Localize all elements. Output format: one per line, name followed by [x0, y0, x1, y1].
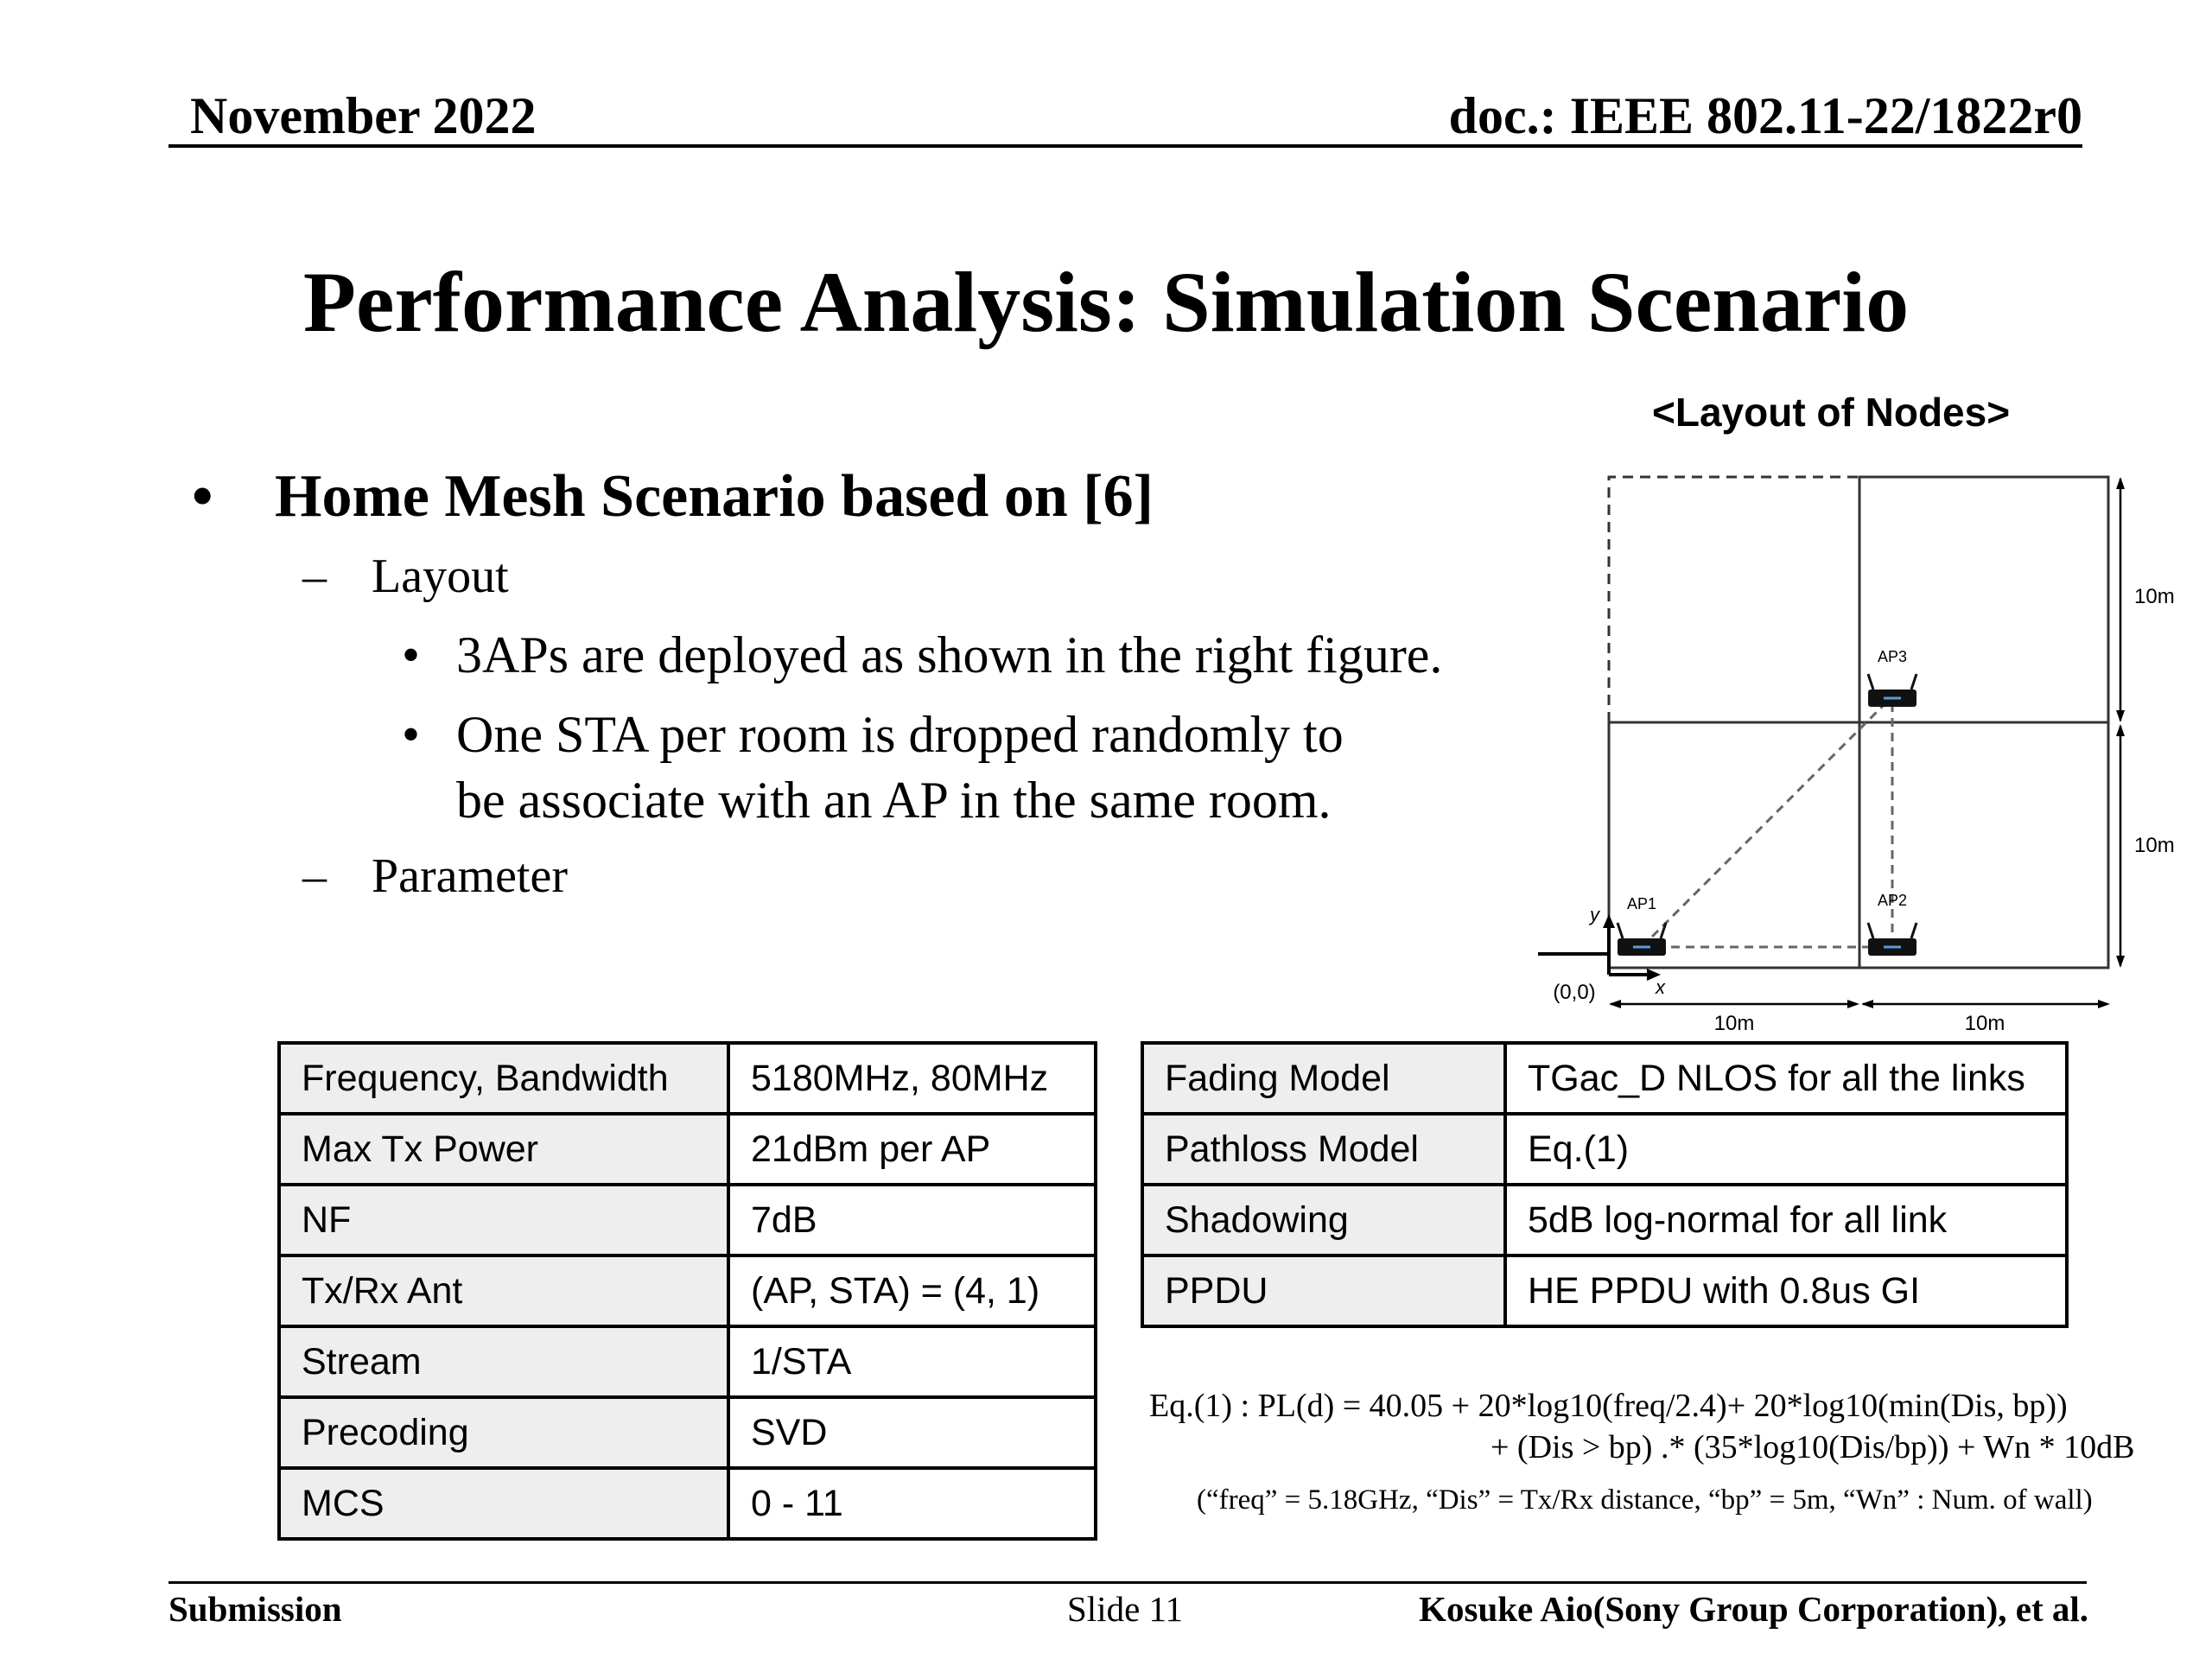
equation-line-2: + (Dis > bp) .* (35*log10(Dis/bp)) + Wn * 10dB: [1491, 1429, 2135, 1465]
param-value: (AP, STA) = (4, 1): [728, 1255, 1096, 1326]
ap3-label: AP3: [1877, 648, 1908, 665]
table-row: [279, 1326, 1096, 1397]
param-key: PPDU: [1142, 1255, 1505, 1326]
header-doc-id: doc.: IEEE 802.11-22/1822r0: [1448, 87, 2082, 144]
header-date: November 2022: [190, 87, 537, 144]
bullet-parameter-label: Parameter: [372, 849, 568, 903]
param-value: 5dB log-normal for all link: [1505, 1185, 2067, 1255]
ap3-router-icon: [1868, 674, 1916, 707]
dash-layout-marker: –: [302, 550, 327, 603]
origin-label: (0,0): [1553, 981, 1596, 1004]
param-key: Frequency, Bandwidth: [279, 1043, 728, 1114]
param-key: NF: [279, 1185, 728, 1255]
room-lower-left: [1609, 722, 1859, 968]
sub-bullet-marker-1: •: [402, 626, 421, 683]
param-key: Pathloss Model: [1142, 1114, 1505, 1185]
footer-rule: [168, 1581, 2087, 1584]
ap2-label: AP2: [1877, 892, 1908, 909]
room-lower-right: [1859, 722, 2108, 968]
x-axis-label: x: [1656, 976, 1665, 998]
param-value: 0 - 11: [728, 1468, 1096, 1539]
table-row: [279, 1185, 1096, 1255]
slide-title: Performance Analysis: Simulation Scenario: [302, 254, 1910, 350]
y-axis-label: y: [1590, 904, 1599, 925]
param-key: MCS: [279, 1468, 728, 1539]
equation-line-1: Eq.(1) : PL(d) = 40.05 + 20*log10(freq/2.4)+ 20*log10(min(Dis, bp)): [1149, 1388, 2068, 1424]
ap1-label: AP1: [1626, 895, 1657, 912]
y-axis-arrow-icon: [1603, 914, 1615, 928]
table-row: [279, 1255, 1096, 1326]
param-value: 1/STA: [728, 1326, 1096, 1397]
node-layout-figure: [1521, 458, 2212, 1063]
param-key: Precoding: [279, 1397, 728, 1468]
param-value: HE PPDU with 0.8us GI: [1505, 1255, 2067, 1326]
sub-bullet-1: 3APs are deployed as shown in the right figure.: [456, 626, 1443, 683]
table-row: [279, 1397, 1096, 1468]
bullet-main: Home Mesh Scenario based on [6]: [275, 463, 1154, 530]
param-value: 7dB: [728, 1185, 1096, 1255]
parameter-table-right: [1141, 1041, 2069, 1328]
footer-author: Kosuke Aio(Sony Group Corporation), et al.: [1419, 1589, 2088, 1629]
dashed-room-outline: [1609, 477, 1859, 722]
footer-slide-number: Slide 11: [1067, 1589, 1184, 1629]
table-row: [1142, 1255, 2067, 1326]
footer-submission: Submission: [168, 1589, 342, 1629]
sub-bullet-2-cont: be associate with an AP in the same room.: [456, 772, 1332, 829]
param-key: Tx/Rx Ant: [279, 1255, 728, 1326]
param-value: 5180MHz, 80MHz: [728, 1043, 1096, 1114]
header-rule: [168, 144, 2082, 148]
sub-bullet-2: One STA per room is dropped randomly to: [456, 706, 1344, 763]
dim-label-bottom-left: 10m: [1713, 1012, 1755, 1035]
table-row: [1142, 1043, 2067, 1114]
param-key: Shadowing: [1142, 1185, 1505, 1255]
parameter-table-left: [277, 1041, 1097, 1541]
param-key: Stream: [279, 1326, 728, 1397]
table-row: [279, 1114, 1096, 1185]
table-row: [1142, 1185, 2067, 1255]
bullet-layout-label: Layout: [372, 550, 509, 603]
figure-caption: <Layout of Nodes>: [1652, 390, 2011, 435]
ap1-router-icon: [1618, 923, 1666, 956]
param-value: 21dBm per AP: [728, 1114, 1096, 1185]
table-row: [279, 1468, 1096, 1539]
param-key: Fading Model: [1142, 1043, 1505, 1114]
sub-bullet-marker-2: •: [402, 706, 421, 763]
table-row: [1142, 1114, 2067, 1185]
dash-parameter-marker: –: [302, 849, 327, 903]
bullet-main-marker: •: [192, 463, 213, 530]
param-key: Max Tx Power: [279, 1114, 728, 1185]
link-ap1-ap3: [1642, 696, 1892, 947]
param-value: TGac_D NLOS for all the links: [1505, 1043, 2067, 1114]
dim-label-bottom-right: 10m: [1964, 1012, 2005, 1035]
dim-label-right-lower: 10m: [2134, 834, 2175, 857]
room-upper-right: [1859, 477, 2108, 722]
param-value: SVD: [728, 1397, 1096, 1468]
dim-label-right-upper: 10m: [2134, 585, 2175, 608]
table-row: [279, 1043, 1096, 1114]
param-value: Eq.(1): [1505, 1114, 2067, 1185]
equation-note: (“freq” = 5.18GHz, “Dis” = Tx/Rx distance, “bp” = 5m, “Wn” : Num. of wall): [1197, 1484, 2093, 1516]
